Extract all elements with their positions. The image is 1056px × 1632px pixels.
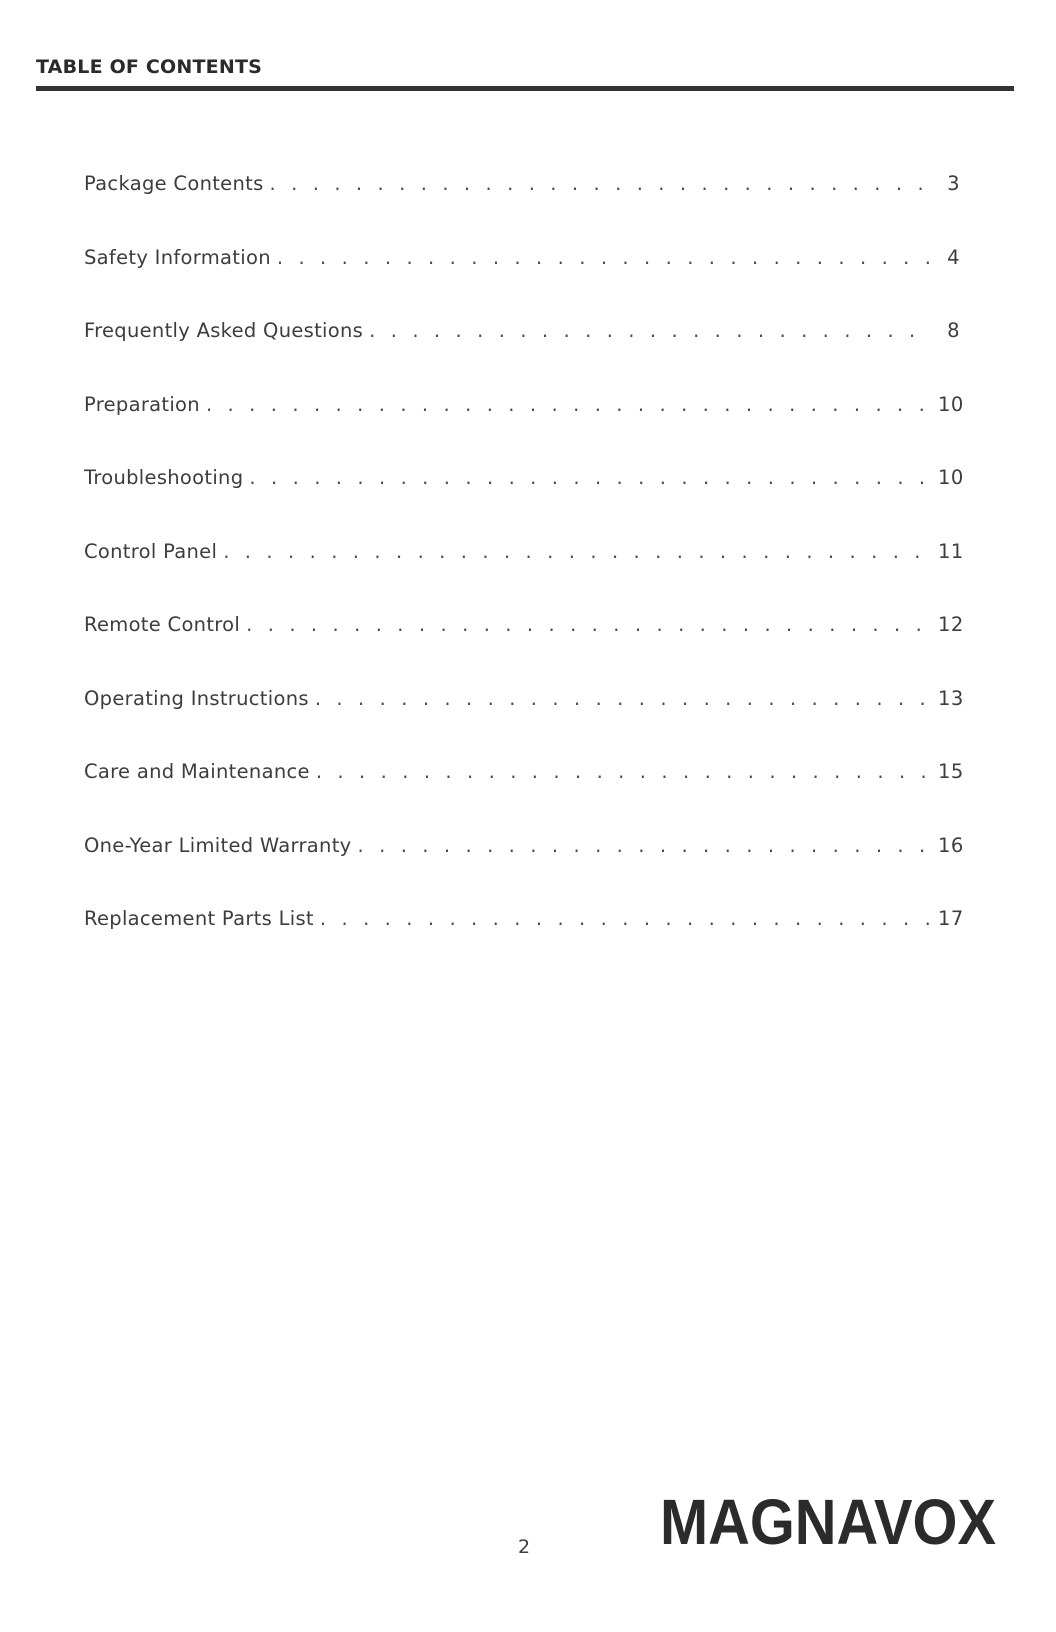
toc-entry-label: Frequently Asked Questions (84, 319, 364, 342)
toc-entry-label: Troubleshooting (84, 466, 244, 489)
toc-entry-label: Safety Information (84, 245, 271, 269)
dot-leader (223, 540, 932, 563)
dot-leader (369, 319, 932, 342)
toc-entry-care-and-maintenance[interactable] (84, 760, 964, 834)
brand-wordmark: MAGNAVOX (660, 1494, 997, 1550)
toc-entry-page: 4 (947, 245, 960, 269)
toc-entry-label: One-Year Limited Warranty (84, 833, 352, 857)
toc-entry-page: 10 (938, 466, 964, 489)
dot-leader (206, 393, 932, 416)
toc-entry-preparation[interactable] (84, 392, 964, 467)
dot-leader (246, 613, 932, 636)
toc-entry-page: 16 (938, 833, 964, 857)
dot-leader (315, 687, 932, 710)
toc-entry-page: 12 (938, 613, 964, 636)
toc-entry-page: 11 (938, 539, 964, 563)
dot-leader (316, 760, 932, 783)
page-number: 2 (518, 1536, 531, 1558)
toc-entry-page: 15 (938, 760, 964, 783)
toc-entry-package-contents[interactable] (84, 172, 960, 246)
dot-leader (320, 907, 932, 930)
dot-leader (249, 466, 932, 489)
toc-entry-remote-control[interactable] (84, 613, 964, 687)
toc-entry-label: Preparation (84, 392, 200, 416)
dot-leader (270, 172, 932, 195)
toc-entry-label: Package Contents (84, 172, 264, 195)
toc-entry-warranty[interactable] (84, 833, 964, 908)
toc-entry-replacement-parts[interactable] (84, 907, 964, 981)
toc-entry-page: 13 (938, 686, 964, 710)
toc-entry-label: Operating Instructions (84, 686, 309, 710)
header (36, 52, 1014, 91)
dot-leader (358, 834, 933, 857)
toc-entry-page: 8 (947, 319, 960, 342)
toc-entry-label: Care and Maintenance (84, 760, 310, 783)
toc-entry-page: 3 (947, 172, 960, 195)
table-of-contents (84, 172, 964, 981)
toc-entry-page: 10 (938, 392, 964, 416)
toc-entry-operating-instructions[interactable] (84, 686, 964, 761)
magnavox-logo (658, 1494, 998, 1550)
dot-leader (277, 246, 932, 269)
toc-entry-troubleshooting[interactable] (84, 466, 964, 540)
toc-entry-page: 17 (938, 907, 964, 930)
toc-entry-faq[interactable] (84, 319, 960, 393)
toc-entry-label: Replacement Parts List (84, 907, 314, 930)
toc-entry-safety-information[interactable] (84, 246, 960, 320)
page-title: TABLE OF CONTENTS (36, 56, 263, 78)
toc-entry-label: Remote Control (84, 613, 241, 636)
toc-entry-label: Control Panel (84, 539, 218, 563)
toc-entry-control-panel[interactable] (84, 539, 964, 614)
